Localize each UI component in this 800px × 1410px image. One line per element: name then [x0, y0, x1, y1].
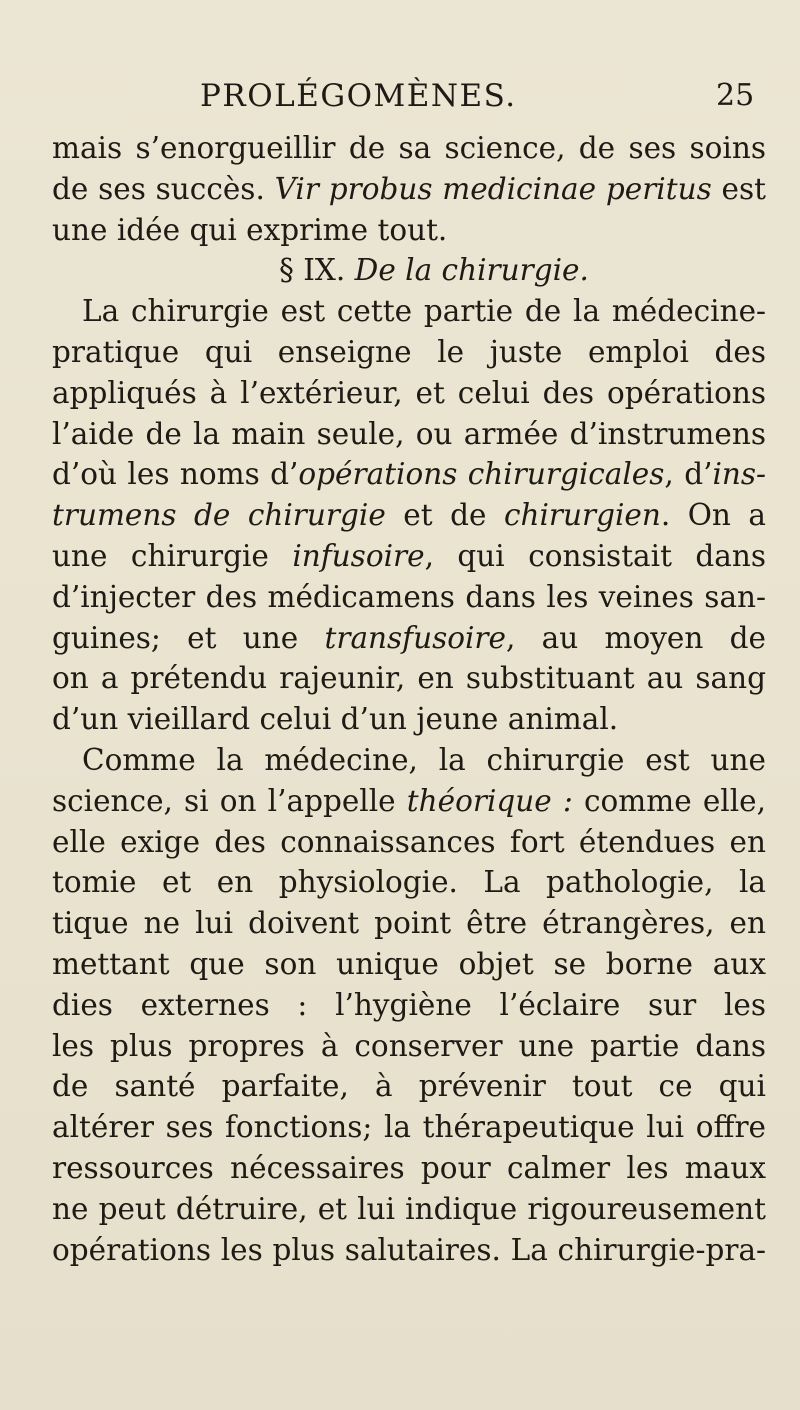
italic-text: ins-	[712, 457, 766, 492]
line-text: mais s’enorgueillir de sa science, de ses soins	[52, 131, 766, 165]
text-line	[52, 699, 766, 740]
text-line	[52, 781, 766, 822]
italic-text: Vir probus medicinae peritus	[274, 171, 712, 206]
text-line	[52, 944, 766, 985]
text-line	[52, 373, 766, 414]
line-text: La chirurgie est cette partie de la médecine-	[82, 294, 766, 329]
line-text: d’injecter des médicamens dans les veines san-	[52, 579, 766, 614]
line-text: les plus propres à conserver une partie dans	[52, 1028, 766, 1063]
line-text: l’aide de la main seule, ou armée d’instrumens	[52, 416, 766, 451]
italic-text: opérations chirurgicales	[298, 457, 665, 492]
running-head	[0, 74, 800, 118]
line-text: tique ne lui doivent point être étrangères, en	[52, 906, 766, 941]
line-text: ne peut détruire, et lui indique rigoureusement	[52, 1191, 766, 1226]
line-text: science, si on l’appelle	[52, 783, 407, 818]
italic-text: trumens de chirurgie	[52, 498, 386, 533]
text-line	[52, 414, 766, 455]
line-text: de ses succès.	[52, 171, 275, 206]
text-line	[52, 454, 766, 495]
line-text: une idée qui exprime tout.	[52, 212, 448, 247]
italic-text: infusoire	[292, 538, 425, 573]
text-line	[52, 128, 766, 169]
text-line	[52, 1107, 766, 1148]
line-text: . On a	[660, 498, 766, 533]
text-line	[52, 536, 766, 577]
text-line	[52, 985, 766, 1026]
line-text: pratique qui enseigne le juste emploi des	[52, 334, 766, 369]
line-text: guines; et une	[52, 620, 325, 655]
italic-text: théorique :	[406, 783, 573, 818]
line-text: , au moyen de	[505, 620, 766, 655]
text-line	[52, 1066, 766, 1107]
line-text: une chirurgie	[52, 538, 293, 573]
running-title: PROLÉGOMÈNES.	[200, 78, 517, 114]
text-line	[52, 495, 766, 536]
text-line	[52, 577, 766, 618]
line-text: on a prétendu rajeunir, en substituant au sang	[52, 661, 766, 696]
text-line	[52, 903, 766, 944]
text-line	[52, 658, 766, 699]
text-line	[52, 332, 766, 373]
italic-text: chirurgien	[503, 498, 661, 533]
text-line	[52, 822, 766, 863]
line-text: dies externes : l’hygiène l’éclaire sur les	[52, 987, 766, 1022]
line-text: , qui consistait dans	[424, 538, 766, 573]
line-text: tomie et en physiologie. La pathologie, la	[52, 865, 766, 900]
line-text: , d’	[664, 457, 713, 492]
line-text: elle exige des connaissances fort étendues en	[52, 824, 766, 859]
italic-text: transfusoire	[324, 620, 506, 655]
section-heading	[52, 250, 766, 291]
text-line	[52, 740, 766, 781]
line-text: opérations les plus salutaires. La chirurgie-pra-	[52, 1232, 766, 1267]
text-line	[52, 1148, 766, 1189]
line-text: d’un vieillard celui d’un jeune animal.	[52, 702, 619, 737]
text-line	[52, 1189, 766, 1230]
text-line	[52, 1230, 766, 1271]
text-line	[52, 862, 766, 903]
line-text: § IX.	[279, 253, 355, 288]
line-text: appliqués à l’extérieur, et celui des opérations	[52, 375, 766, 410]
line-text: ressources nécessaires pour calmer les maux	[52, 1150, 766, 1185]
text-line	[52, 618, 766, 659]
line-text: de santé parfaite, à prévenir tout ce qui	[52, 1069, 766, 1104]
page-number: 25	[716, 78, 755, 113]
text-line	[52, 210, 766, 251]
italic-text: De la chirurgie.	[354, 253, 589, 288]
text-line	[52, 169, 766, 210]
line-text: et de	[385, 498, 504, 533]
line-text: d’où les noms d’	[52, 457, 299, 492]
line-text: comme elle,	[572, 783, 766, 818]
body-text	[52, 128, 766, 1270]
text-line	[52, 291, 766, 332]
text-line	[52, 1026, 766, 1067]
line-text: est	[711, 171, 766, 206]
line-text: Comme la médecine, la chirurgie est une	[82, 742, 766, 777]
line-text: altérer ses fonctions; la thérapeutique lui offre	[52, 1110, 766, 1145]
line-text: mettant que son unique objet se borne aux	[52, 946, 766, 981]
